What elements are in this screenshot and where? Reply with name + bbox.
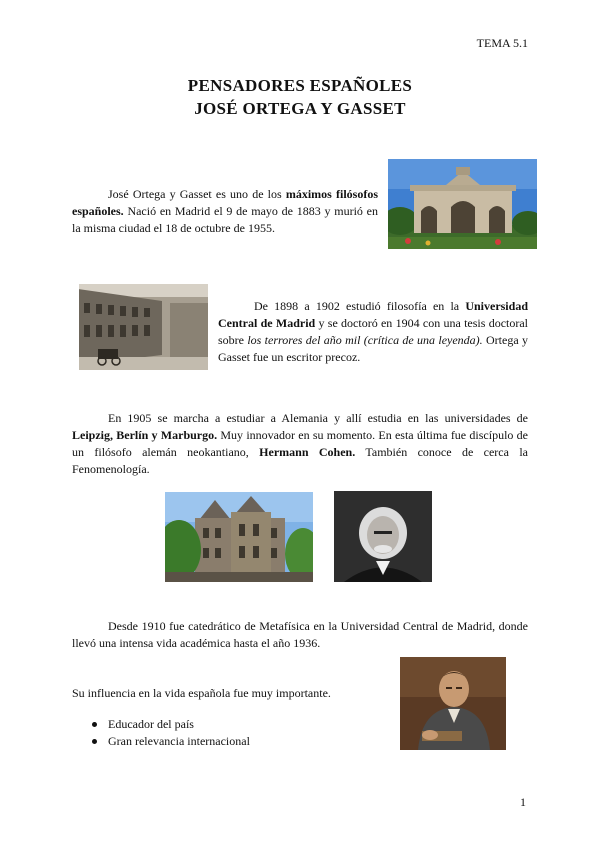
paragraph-birth [72,186,378,237]
marburg-building-photo [165,492,313,582]
list-item: Gran relevancia internacional [72,733,372,750]
text-run: De 1898 a 1902 estudió filosofía en la [254,299,466,313]
text-run: y se doctoró en 1904 con una tesis doctoral sobre [218,316,529,347]
text-run-bold: Universidad Central de Madrid [218,299,528,330]
university-street-photo [78,283,209,371]
paragraph-germany [72,410,528,478]
text-run: Ortega y Gasset fue un escritor precoz. [218,333,528,364]
monument-photo [388,159,537,249]
text-run: Su influencia en la vida española fue muy importante. [72,686,331,700]
page-number: 1 [520,795,526,809]
topic-tag: TEMA 5.1 [476,36,528,50]
cohen-portrait-photo [334,491,432,582]
document-subtitle: JOSÉ ORTEGA Y GASSET [194,99,406,118]
influence-list [72,716,372,750]
document-title: PENSADORES ESPAÑOLES [187,76,413,95]
ortega-portrait-painting [400,657,506,750]
paragraph-professor [72,618,528,652]
text-run: Muy innovador en su momento. En esta última fue discípulo de un filósofo alemán neokantiano, [72,428,528,459]
paragraph-studies [218,298,528,366]
text-run: José Ortega y Gasset es uno de los [108,187,286,201]
text-run: También conoce de cerca la Fenomenología. [72,445,528,476]
text-run-bold: máximos filósofos españoles. [72,187,378,218]
text-run: Desde 1910 fue catedrático de Metafísica en la Universidad Central de Madrid, donde llevó una intensa vida académica hasta el año 1936. [72,619,528,650]
text-run-italic: los terrores del año mil (crítica de una leyenda). [247,333,483,347]
text-run: Nació en Madrid el 9 de mayo de 1883 y murió en la misma ciudad el 18 de octubre de 1955. [72,204,378,235]
text-run-bold: Hermann Cohen. [259,445,356,459]
text-run-bold: Leipzig, Berlín y Marburgo. [72,428,218,442]
paragraph-influence [72,685,392,702]
list-item: Educador del país [72,716,372,733]
text-run: En 1905 se marcha a estudiar a Alemania y allí estudia en las universidades de [108,411,528,425]
